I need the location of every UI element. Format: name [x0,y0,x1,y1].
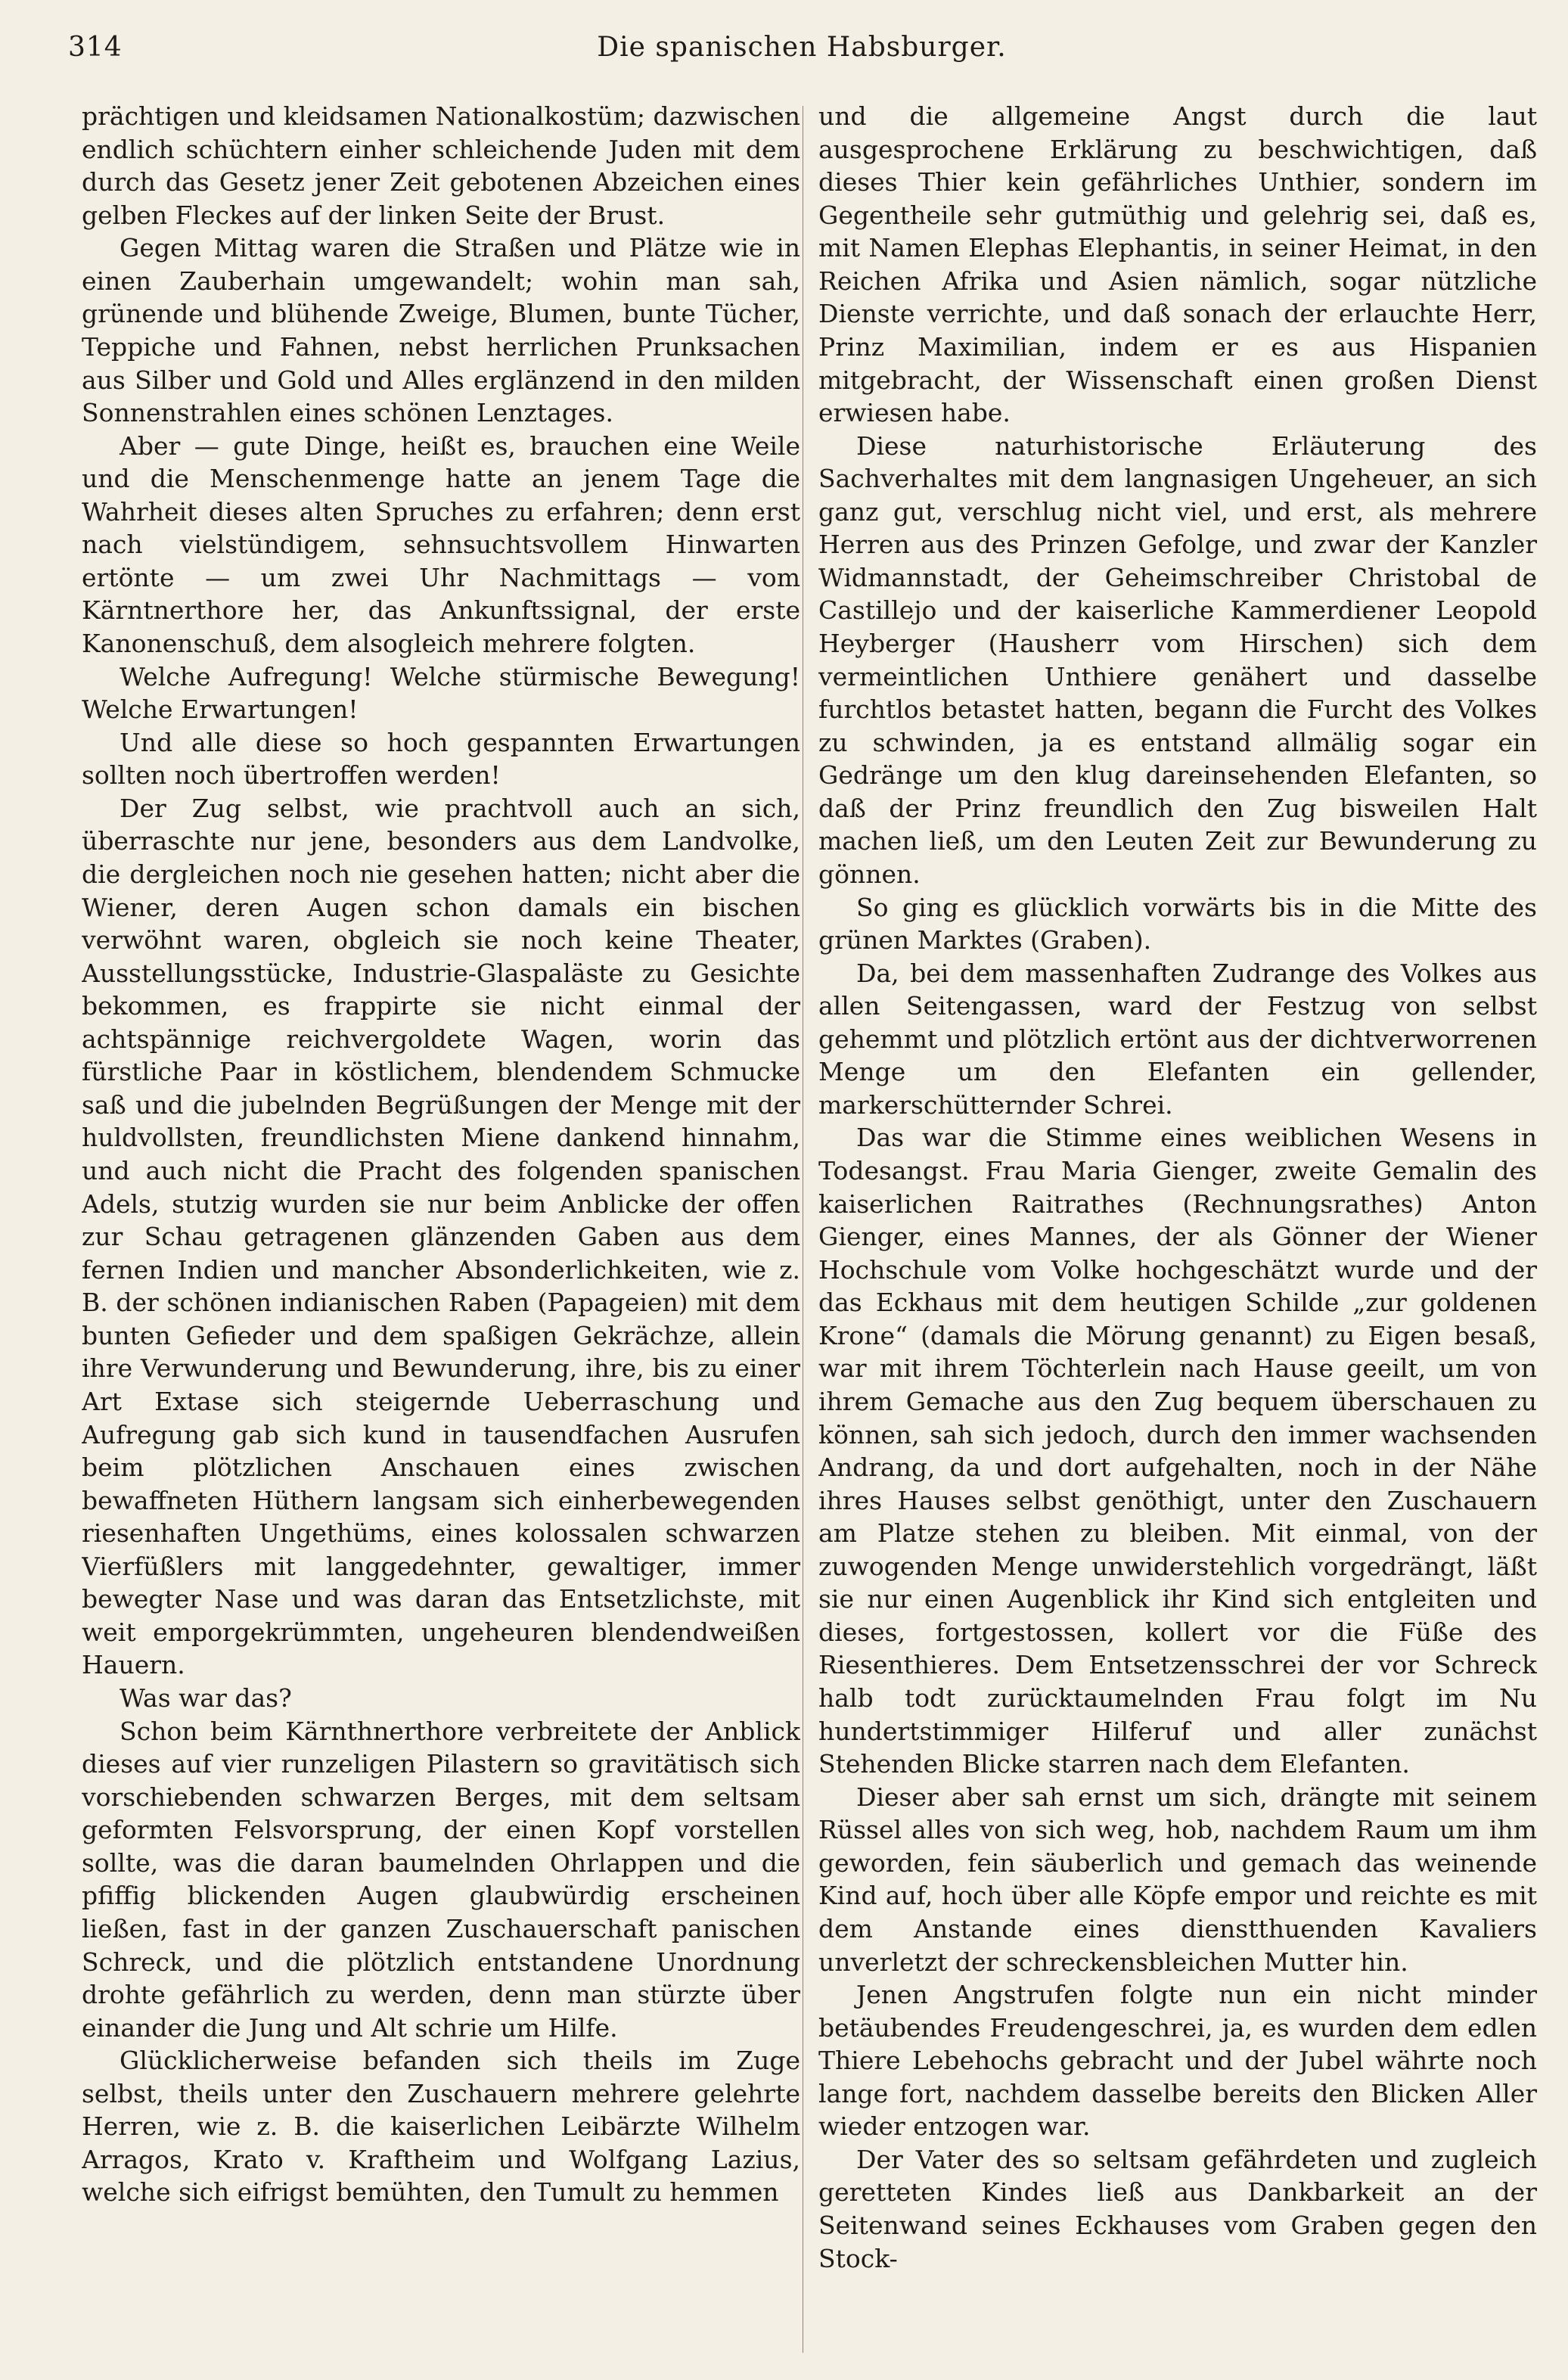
paragraph: Aber — gute Dinge, heißt es, brauchen eine Weile und die Menschenmenge hatte an jenem Tage die Wahrheit dieses alten Spruches zu erfahren; denn erst nach vielstündigem, sehnsuchtsvollem Hinwarten ertönte — um zwei Uhr Nachmittags — vom Kärntnerthore her, das Ankunftssignal, der erste Kanonenschuß, dem alsogleich mehrere folgten. [82,430,800,658]
paragraph: Jenen Angstrufen folgte nun ein nicht minder betäubendes Freudengeschrei, ja, es wurden dem edlen Thiere Lebehochs gebracht und der Jubel währte noch lange fort, nachdem dasselbe bereits den Blicken Aller wieder entzogen war. [818,1980,1537,2142]
page-number: 314 [68,32,123,63]
paragraph: und die allgemeine Angst durch die laut ausgesprochene Erklärung zu beschwichtigen, daß dieses Thier kein gefährliches Unthier, sondern im Gegentheile sehr gutmüthig und gelehrig sei, daß es, mit Namen Elephas Elephantis, in seiner Heimat, in den Reichen Afrika und Asien nämlich, sogar nützliche Dienste verrichte, und daß sonach der erlauchte Herr, Prinz Maximilian, indem er es aus Hispanien mitgebracht, der Wissenschaft einen großen Dienst erwiesen habe. [818,101,1537,428]
paragraph: Diese naturhistorische Erläuterung des Sachverhaltes mit dem langnasigen Ungeheuer, an sich ganz gut, verschlug nicht viel, und erst, als mehrere Herren aus des Prinzen Gefolge, und zwar der Kanzler Widmannstadt, der Geheimschreiber Christobal de Castillejo und der kaiserliche Kammerdiener Leopold Heyberger (Hausherr vom Hirschen) sich dem vermeintlichen Unthiere genähert und dasselbe furchtlos betastet hatten, begann die Furcht des Volkes zu schwinden, ja es entstand allmälig sogar ein Gedränge um den klug dareinsehenden Elefanten, so daß der Prinz freundlich den Zug bisweilen Halt machen ließ, um den Leuten Zeit zur Bewunderung zu gönnen. [818,430,1537,889]
paragraph: Welche Aufregung! Welche stürmische Bewegung! Welche Erwartungen! [82,661,800,725]
paragraph: Gegen Mittag waren die Straßen und Plätze wie in einen Zauberhain umgewandelt; wohin man sah, grünende und blühende Zweige, Blumen, bunte Tücher, Teppiche und Fahnen, nebst herrlichen Prunksachen aus Silber und Gold und Alles erglänzend in den milden Sonnenstrahlen eines schönen Lenztages. [82,233,800,428]
paragraph: Was war das? [120,1683,292,1713]
paragraph: prächtigen und kleidsamen Nationalkostüm; dazwischen endlich schüchtern einher schleichende Juden mit dem durch das Gesetz jener Zeit gebotenen Abzeichen eines gelben Fleckes auf der linken Seite der Brust. [82,101,800,230]
paragraph: Dieser aber sah ernst um sich, drängte mit seinem Rüssel alles von sich weg, hob, nachdem Raum um ihm geworden, fein säuberlich und gemach das weinende Kind auf, hoch über alle Köpfe empor und reichte es mit dem Anstande eines dienstthuenden Kavaliers unverletzt der schreckensbleichen Mutter hin. [818,1782,1537,1977]
paragraph: Der Zug selbst, wie prachtvoll auch an sich, überraschte nur jene, besonders aus dem Landvolke, die dergleichen noch nie gesehen hatten; nicht aber die Wiener, deren Augen schon damals ein bischen verwöhnt waren, obgleich sie noch keine Theater, Ausstellungsstücke, Industrie-Glaspaläste zu Gesichte bekommen, es frappirte sie nicht einmal der achtspännige reichvergoldete Wagen, worin das fürstliche Paar in köstlichem, blendendem Schmucke saß und die jubelnden Begrüßungen der Menge mit der huldvollsten, freundlichsten Miene dankend hinnahm, und auch nicht die Pracht des folgenden spanischen Adels, stutzig wurden sie nur beim Anblicke der offen zur Schau getragenen glänzenden Gaben aus dem fernen Indien und mancher Absonderlichkeiten, wie z. B. der schönen indianischen Raben (Papageien) mit dem bunten Gefieder und dem spaßigen Gekrächze, allein ihre Verwunderung und Bewunderung, ihre, bis zu einer Art Extase sich steigernde Ueberraschung und Aufregung gab sich kund in tausendfachen Ausrufen beim plötzlichen Anschauen eines zwischen bewaffneten Hüthern langsam sich einherbewegenden riesenhaften Ungethüms, eines kolossalen schwarzen Vierfüßlers mit langgedehnter, gewaltiger, immer bewegter Nase und was daran das Entsetzlichste, mit weit emporgekrümmten, ungeheuren blendendweißen Hauern. [82,793,800,1680]
paragraph: Schon beim Kärnthnerthore verbreitete der Anblick dieses auf vier runzeligen Pilastern so gravitätisch sich vorschiebenden schwarzen Berges, mit dem seltsam geformten Felsvorsprung, der einen Kopf vorstellen sollte, was die daran baumelnden Ohrlappen und die pfiffig blickenden Augen glaubwürdig erscheinen ließen, fast in der ganzen Zuschauerschaft panischen Schreck, und die plötzlich entstandene Unordnung drohte gefährlich zu werden, denn man stürzte über einander die Jung und Alt schrie um Hilfe. [82,1716,800,2043]
right-text-column [818,100,1537,2354]
left-text-column [82,100,800,2354]
paragraph: Der Vater des so seltsam gefährdeten und zugleich geretteten Kindes ließ aus Dankbarkeit an der Seitenwand seines Eckhauses vom Graben gegen den Stock- [818,2144,1537,2273]
paragraph: Da, bei dem massenhaften Zudrange des Volkes aus allen Seitengassen, ward der Festzug von selbst gehemmt und plötzlich ertönt aus der dichtverworrenen Menge um den Elefanten ein gellender, markerschütternder Schrei. [818,958,1537,1120]
paragraph: Glücklicherweise befanden sich theils im Zuge selbst, theils unter den Zuschauern mehrere gelehrte Herren, wie z. B. die kaiserlichen Leibärzte Wilhelm Arragos, Krato v. Kraftheim und Wolfgang Lazius, welche sich eifrigst bemühten, den Tumult zu hemmen [82,2046,800,2208]
paragraph: Und alle diese so hoch gespannten Erwartungen sollten noch übertroffen werden! [82,727,800,791]
paragraph: So ging es glücklich vorwärts bis in die Mitte des grünen Marktes (Graben). [818,892,1537,955]
running-title: Die spanischen Habsburger. [597,32,1007,63]
paragraph: Das war die Stimme eines weiblichen Wesens in Todesangst. Frau Maria Gienger, zweite Gemalin des kaiserlichen Raitrathes (Rechnungsrathes) Anton Gienger, eines Mannes, der als Gönner der Wiener Hochschule vom Volke hochgeschätzt wurde und der das Eckhaus mit dem heutigen Schilde „zur goldenen Krone“ (damals die Mörung genannt) zu Eigen besaß, war mit ihrem Töchterlein nach Hause geeilt, um von ihrem Gemache aus den Zug bequem überschauen zu können, sah sich jedoch, durch den immer wachsenden Andrang, da und dort aufgehalten, noch in der Nähe ihres Hauses selbst genöthigt, unter den Zuschauern am Platze stehen zu bleiben. Mit einmal, von der zuwogenden Menge unwiderstehlich vorgedrängt, läßt sie nur einen Augenblick ihr Kind sich entgleiten und dieses, fortgestossen, kollert vor die Füße des Riesenthieres. Dem Entsetzensschrei der vor Schreck halb todt zurücktaumelnden Frau folgt im Nu hundertstimmiger Hilferuf und aller zunächst Stehenden Blicke starren nach dem Elefanten. [818,1123,1537,1779]
page-header [68,32,1535,74]
